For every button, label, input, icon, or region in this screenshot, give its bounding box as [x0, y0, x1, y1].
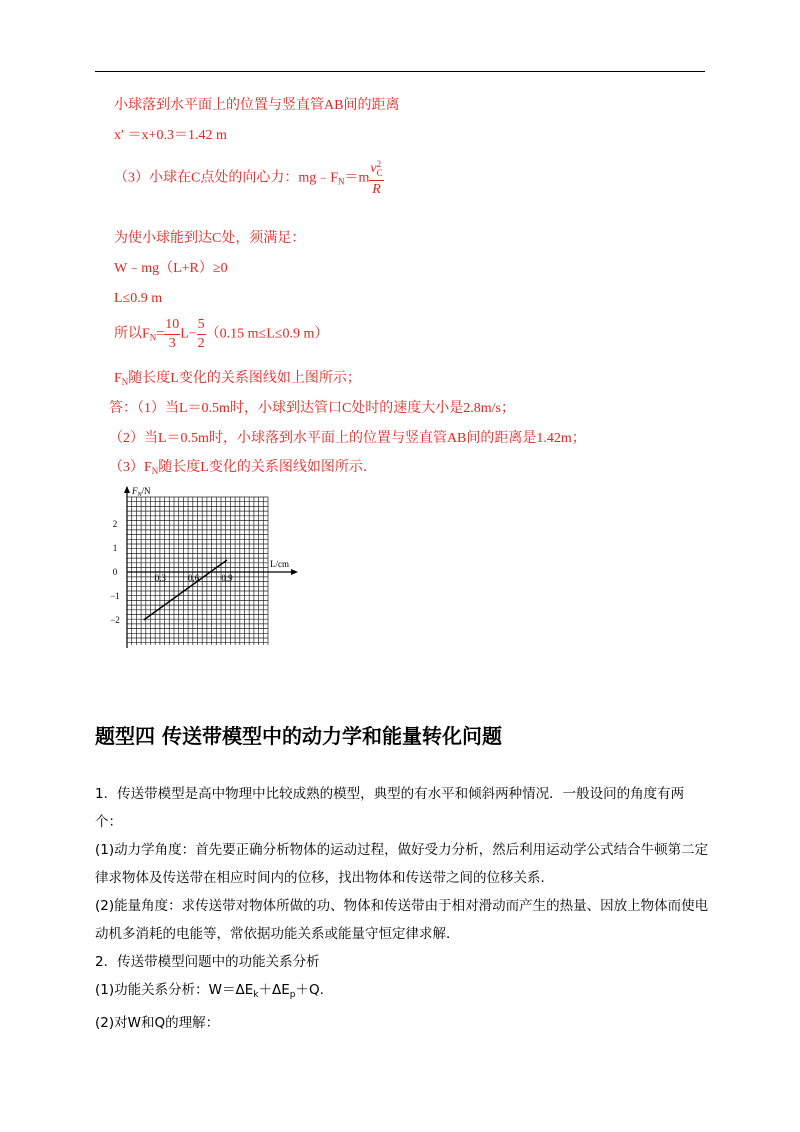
answer-line-2: x′ ＝x+0.3＝1.42 m [114, 128, 227, 143]
paragraph-3: (2)能量角度：求传送带对物体所做的功、物体和传送带由于相对滑动而产生的热量、因放上物体而使电动机多消耗的电能等，常依据功能关系或能量守恒定律求解． [95, 898, 709, 942]
velocity-superscript: 2 [376, 159, 382, 169]
equals-sign: = [156, 326, 165, 342]
paragraph-5 [95, 976, 710, 1009]
subscript-p: p [289, 990, 296, 1000]
fraction-ten-thirds [164, 318, 180, 351]
fn-text: 所以F [114, 326, 150, 342]
x-tick-label: 0.3 [154, 573, 166, 583]
paragraph-1: 1．传送带模型是高中物理中比较成熟的模型，典型的有水平和倾斜两种情况．一般设问的角度有两个： [95, 786, 685, 830]
y-axis-label: $F_N/N$ [132, 486, 151, 498]
centripetal-eq: ＝m [344, 170, 370, 186]
subscript-n: N [338, 176, 345, 187]
velocity-subscript: C [376, 168, 383, 178]
fraction-numerator: 10 [164, 318, 180, 335]
fraction-denominator: 2 [197, 336, 205, 351]
formula-end: ＋Q. [295, 982, 324, 998]
velocity-scripts [377, 160, 383, 178]
subscript-n: N [121, 377, 129, 387]
answer-line-8 [114, 370, 361, 391]
subscript-k: k [253, 990, 259, 1000]
fraction-numerator: 5 [197, 318, 206, 335]
graph-reference-text: 随长度L变化的关系图线如上图所示； [128, 371, 361, 386]
y-tick-label: −1 [110, 591, 120, 601]
l-minus: L− [180, 326, 197, 342]
section-title: 题型四 传送带模型中的动力学和能量转化问题 [95, 724, 502, 748]
y-tick-label: 1 [112, 543, 118, 553]
velocity-fraction [369, 160, 383, 197]
answer-line-7 [114, 318, 328, 351]
answer-line-4: 为使小球能到达C处，须满足： [114, 231, 306, 246]
fraction-numerator [369, 160, 383, 181]
section-body [95, 780, 710, 1037]
answer-suffix: 随长度L变化的关系图线如图所示． [158, 460, 377, 475]
answer-line-11 [109, 459, 377, 480]
paragraph-2: (1)动力学角度：首先要正确分析物体的运动过程，做好受力分析，然后利用运动学公式结合牛顿第二定律求物体及传送带在相应时间内的位移，找出物体和传送带之间的位移关系． [95, 842, 709, 886]
answer-line-6: L≤0.9 m [114, 291, 163, 306]
paragraph-6: (2)对W和Q的理解： [95, 1015, 220, 1031]
formula-mid: ＋ΔE [258, 982, 290, 998]
answer-line-1: 小球落到水平面上的位置与竖直管AB间的距离 [114, 98, 400, 113]
y-axis-arrow [124, 486, 130, 493]
centripetal-text: （3）小球在C点处的向心力：mg﹣F [114, 170, 339, 186]
x-tick-label: 0.6 [188, 573, 200, 583]
formula-start: (1)功能关系分析：W＝ΔE [95, 982, 254, 998]
y-tick-label: 0 [112, 567, 118, 577]
answer-line-5: W﹣mg（L+R）≥0 [114, 261, 228, 276]
fraction-denominator: 3 [168, 336, 176, 351]
velocity-symbol: v [370, 161, 377, 177]
answer-prefix: （3）F [109, 460, 152, 475]
fraction-five-halves [197, 318, 206, 351]
x-axis-label: L/cm [270, 559, 289, 569]
range-text: （0.15 m≤L≤0.9 m） [205, 326, 329, 342]
answer-line-3 [114, 160, 384, 197]
answer-line-9: 答：（1）当L＝0.5m时，小球到达管口C处时的速度大小是2.8m/s； [109, 401, 516, 416]
subscript-n: N [151, 466, 159, 476]
fraction-denominator: R [372, 182, 381, 197]
subscript-n: N [149, 332, 157, 343]
x-axis-arrow [291, 569, 298, 575]
paragraph-4: 2．传送带模型问题中的功能关系分析 [95, 954, 320, 970]
fn-line-series [144, 560, 227, 620]
fn-vs-l-chart [110, 485, 310, 655]
header-rule [95, 71, 705, 72]
y-tick-label: −2 [110, 615, 120, 625]
y-tick-label: 2 [112, 519, 118, 529]
x-tick-label: 0.9 [221, 573, 233, 583]
fn-text: F [114, 371, 122, 386]
answer-line-10: （2）当L＝0.5m时，小球落到水平面上的位置与竖直管AB间的距离是1.42m； [109, 431, 586, 446]
